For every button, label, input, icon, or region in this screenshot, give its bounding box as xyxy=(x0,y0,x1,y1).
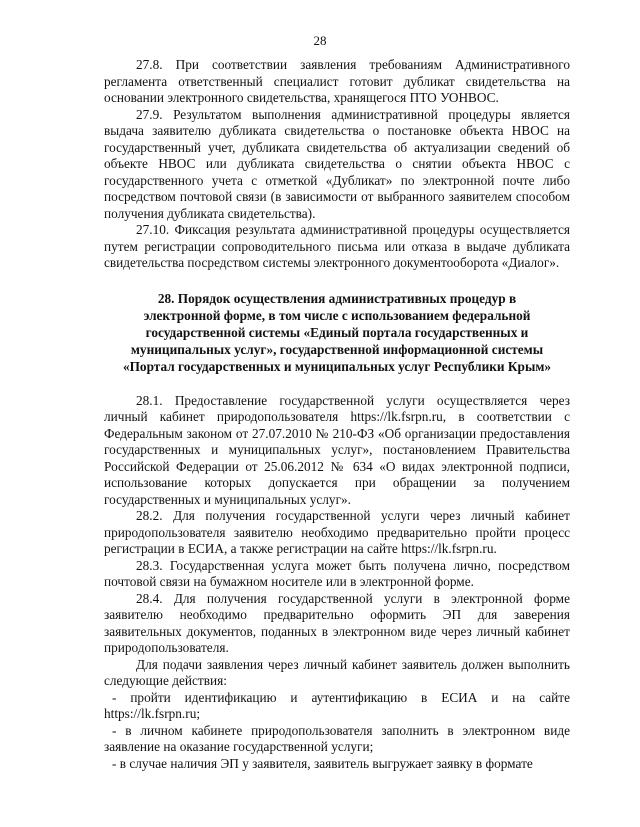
heading-line: «Портал государственных и муниципальных услуг Республики Крым» xyxy=(122,358,552,374)
paragraph-28-1: 28.1. Предоставление государственной услуги осуществляется через личный кабинет природопользователя https://lk.fsrpn.ru, в соответствии с Федеральным законом от 27.07.2010 № 210-ФЗ «Об организации предоставления государственных и муниципальных услуг», постановлением Правительства Российской Федерации от 25.06.2012 № 634 «О видах электронной подписи, использование которых допускается при обращении за получением государственных и муниципальных услуг». xyxy=(104,392,570,507)
heading-line: электронной форме, в том числе с использованием федеральной xyxy=(143,307,531,323)
paragraph-28-3: 28.3. Государственная услуга может быть получена лично, посредством почтовой связи на бумажном носителе или в электронной форме. xyxy=(104,557,570,589)
page-number: 28 xyxy=(313,33,327,48)
heading-line: государственной системы «Единый портала государственных и xyxy=(145,324,529,340)
paragraph-28-4: 28.4. Для получения государственной услуги в электронной форме заявителю необходимо предварительно оформить ЭП для заверения заявительных документов, поданных в электронном виде через личный кабинет природопользователя. xyxy=(104,590,570,655)
list-item: - пройти идентификацию и аутентификацию в ЕСИА и на сайте https://lk.fsrpn.ru; xyxy=(104,689,570,721)
paragraph-28-2: 28.2. Для получения государственной услуги через личный кабинет природопользователя заявителю необходимо предварительно пройти процесс регистрации в ЕСИА, а также регистрации на сайте https://lk.fsrpn.ru. xyxy=(104,508,570,556)
paragraph-actions-intro: Для подачи заявления через личный кабинет заявитель должен выполнить следующие действия: xyxy=(104,656,570,688)
list-item: - в личном кабинете природопользователя заполнить в электронном виде заявление на оказание государственной услуги; xyxy=(104,722,570,754)
paragraph-27-10: 27.10. Фиксация результата административной процедуры осуществляется путем регистрации сопроводительного письма или отказа в выдаче дубликата свидетельства посредством системы электронного документооборота «Диалог». xyxy=(104,222,570,270)
heading-line: муниципальных услуг», государственной информационной системы xyxy=(130,341,544,357)
document-body xyxy=(104,57,570,772)
list-item: - в случае наличия ЭП у заявителя, заявитель выгружает заявку в формате xyxy=(112,755,533,771)
paragraph-27-8: 27.8. При соответствии заявления требованиям Административного регламента ответственный специалист готовит дубликат свидетельства на основании электронного свидетельства, хранящегося ПТО УОНВОС. xyxy=(104,57,570,105)
section-heading-28 xyxy=(104,290,570,375)
paragraph-27-9: 27.9. Результатом выполнения административной процедуры является выдача заявителю дубликата свидетельства о постановке объекта НВОС на государственный учет, дубликата свидетельства об актуализации сведений об объекте НВОС или дубликата свидетельства о снятии объекта НВОС с государственного учета с отметкой «Дубликат» по электронной почте либо посредством почтовой связи (в зависимости от выбранного заявителем способом получения дубликата свидетельства). xyxy=(104,106,570,221)
heading-line: 28. Порядок осуществления административных процедур в xyxy=(157,290,517,306)
